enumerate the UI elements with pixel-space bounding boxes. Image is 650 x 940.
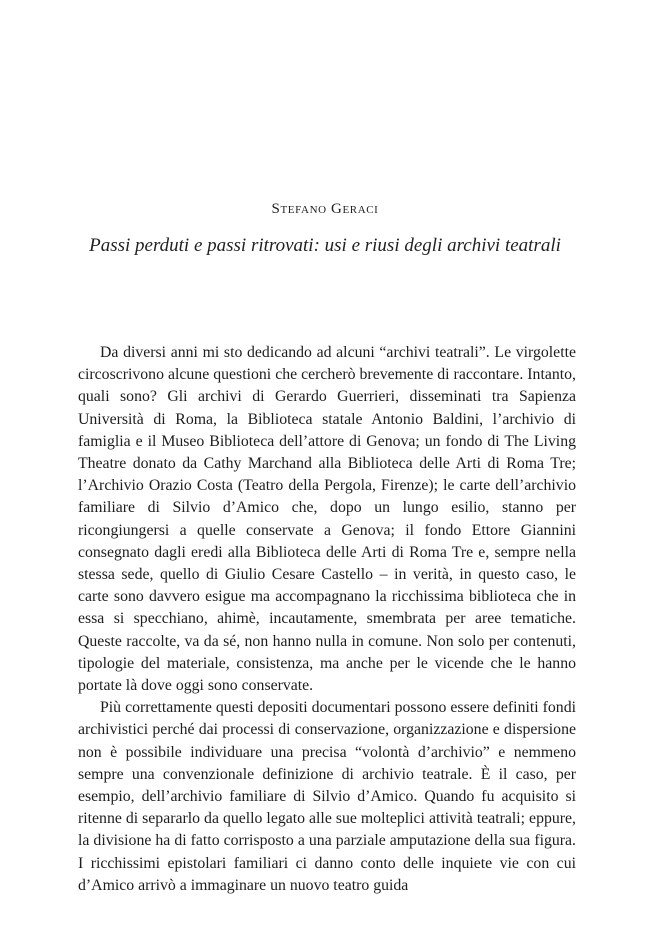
paragraph: Più correttamente questi depositi documentari possono essere definiti fondi archivistici perché dai processi di conservazione, organizzazione e dispersione non è possibile individuare una precisa “volontà d’archivio” e nemmeno sempre una convenzionale definizione di archivio teatrale. È il caso, per esempio, dell’archivio familiare di Silvio d’Amico. Quando fu acquisito si ritenne di separarlo da quello legato alle sue molteplici attività teatrali; eppure, la divisione ha di fatto corrisposto a una parziale amputazione della sua figura. I ricchissimi epistolari familiari ci danno conto delle inquiete vie con cui d’Amico arrivò a immaginare un nuovo teatro guida: [78, 699, 576, 894]
author-name: Stefano Geraci: [271, 201, 379, 217]
chapter-title: Passi perduti e passi ritrovati: usi e riusi degli archivi teatrali: [89, 235, 561, 256]
paragraph: Da diversi anni mi sto dedicando ad alcuni “archivi teatrali”. Le virgolette circoscrivono alcune questioni che cercherò brevemente di raccontare. Intanto, quali sono? Gli archivi di Gerardo Guerrieri, disseminati tra Sapienza Università di Roma, la Biblioteca statale Antonio Baldini, l’archivio di famiglia e il Museo Biblioteca dell’attore di Genova; un fondo di The Living Theatre donato da Cathy Marchand alla Biblioteca delle Arti di Roma Tre; l’Archivio Orazio Costa (Teatro della Pergola, Firenze); le carte dell’archivio familiare di Silvio d’Amico che, dopo un lungo esilio, stanno per ricongiungersi a quelle conservate a Genova; il fondo Ettore Giannini consegnato dagli eredi alla Biblioteca delle Arti di Roma Tre e, sempre nella stessa sede, quello di Giulio Cesare Castello – in verità, in questo caso, le carte sono davvero esigue ma accompagnano la ricchissima biblioteca che in essa si specchiano, ahimè, incautamente, smembrata per aree tematiche. Queste raccolte, va da sé, non hanno nulla in comune. Non solo per contenuti, tipologie del materiale, consistenza, ma anche per le vicende che le hanno portate là dove oggi sono conservate.: [78, 344, 576, 695]
body-text: [78, 342, 576, 897]
